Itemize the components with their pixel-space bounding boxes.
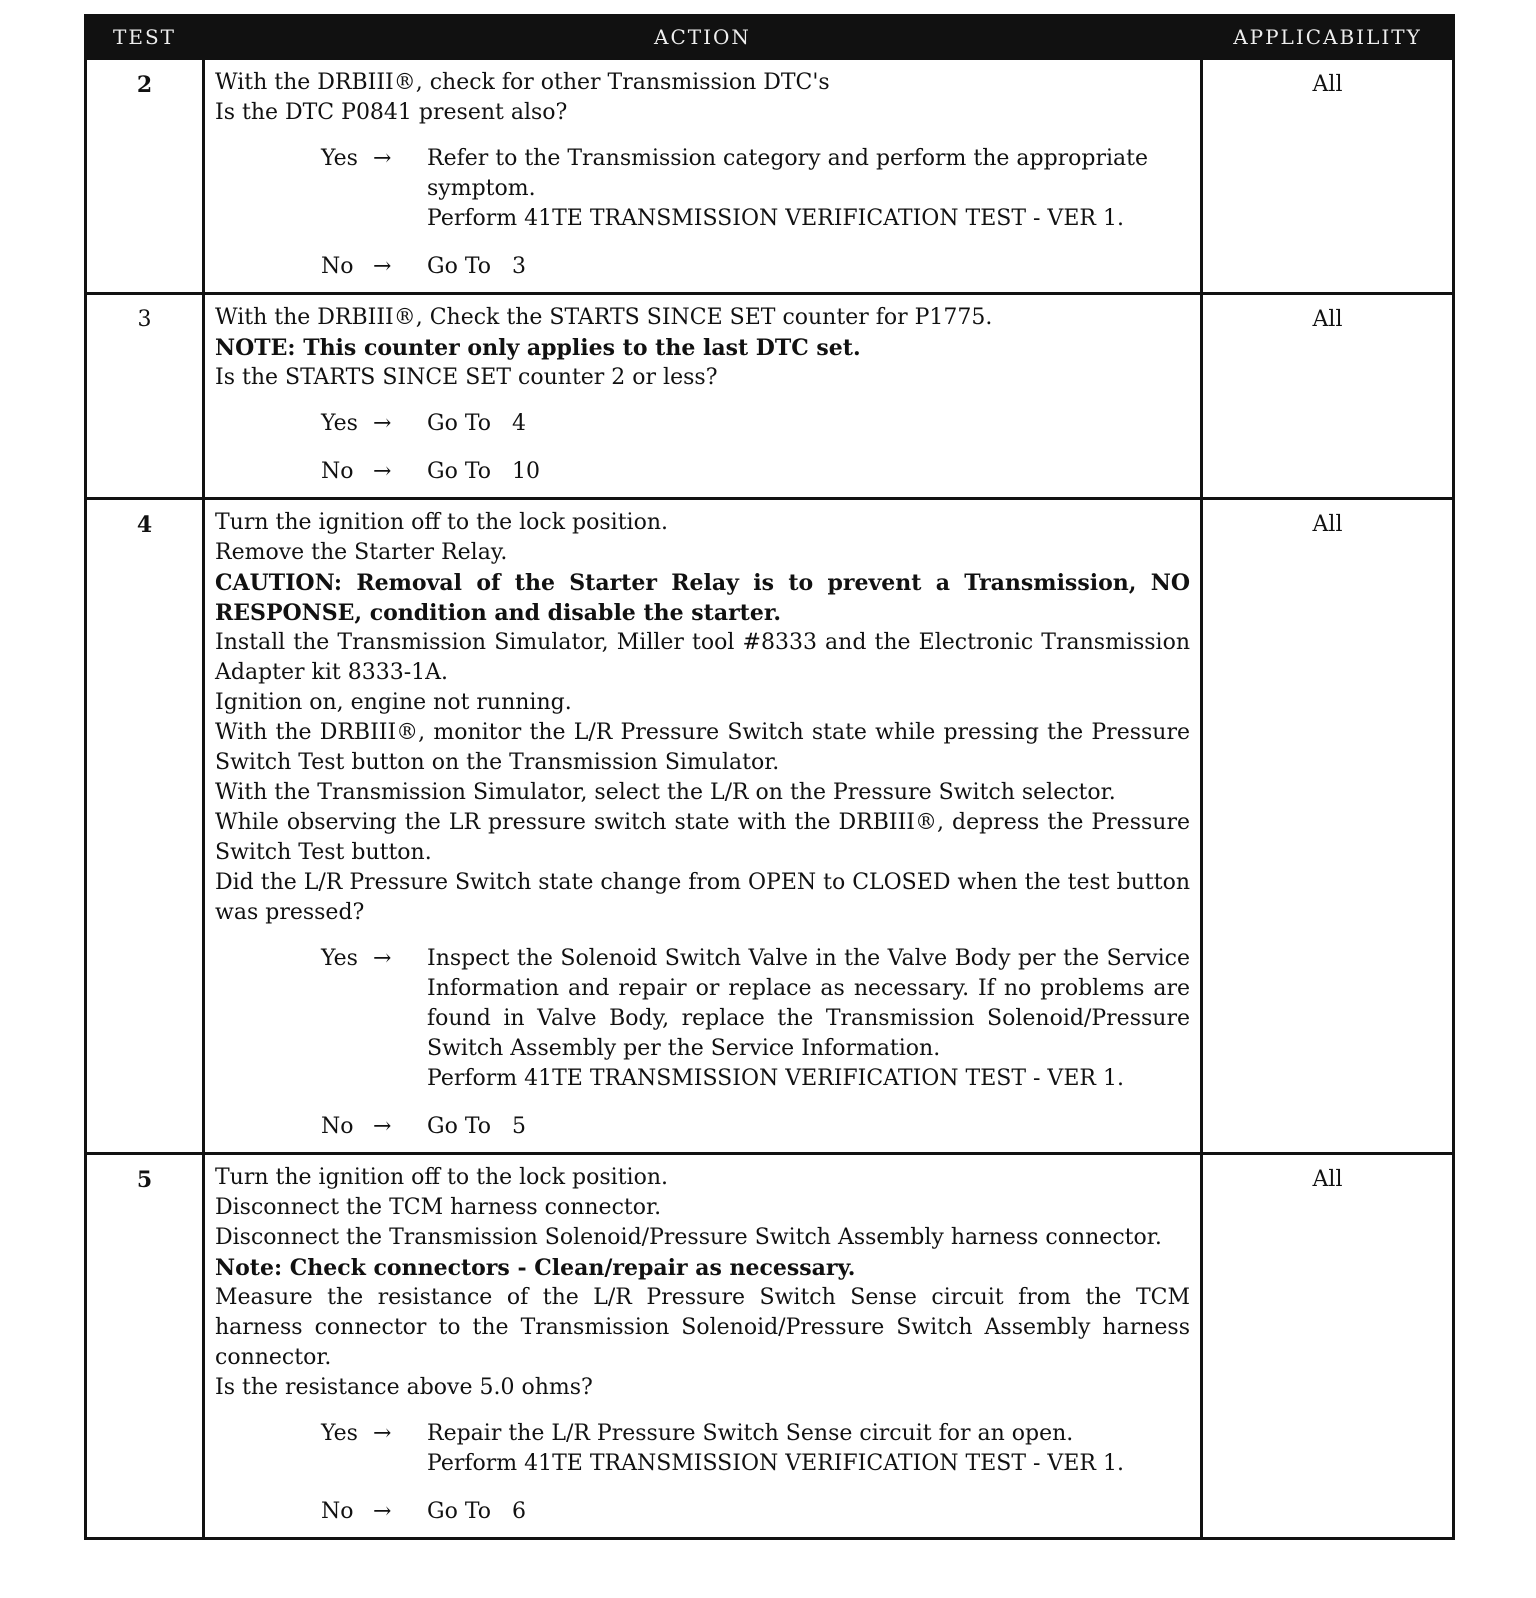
answer-no bbox=[321, 252, 1190, 282]
test-number: 2 bbox=[86, 59, 204, 294]
test-table bbox=[84, 14, 1455, 1540]
result-line: Perform 41TE TRANSMISSION VERIFICATION TEST - VER 1. bbox=[427, 1066, 1124, 1091]
header-action: ACTION bbox=[204, 16, 1202, 59]
answer-result bbox=[427, 944, 1190, 1094]
applicability-cell: All bbox=[1202, 499, 1454, 1154]
diagnostic-test-table bbox=[84, 14, 1452, 1540]
arrow-icon: → bbox=[373, 1421, 392, 1446]
arrow-icon: → bbox=[373, 1499, 392, 1524]
test-number: 5 bbox=[86, 1154, 204, 1539]
table-row bbox=[86, 1154, 1454, 1539]
table-header bbox=[86, 16, 1454, 59]
arrow-icon: → bbox=[373, 254, 392, 279]
header-test: TEST bbox=[86, 16, 204, 59]
action-cell bbox=[204, 59, 1202, 294]
action-question: Did the L/R Pressure Switch state change from OPEN to CLOSED when the test button was pressed? bbox=[215, 870, 1190, 925]
arrow-icon: → bbox=[373, 1114, 392, 1139]
caution-line: CAUTION: Removal of the Starter Relay is to prevent a Transmission, NO RESPONSE, condition and disable the starter. bbox=[215, 570, 1190, 626]
answer-label: No bbox=[321, 1114, 354, 1139]
answer-result bbox=[427, 1112, 1190, 1142]
test-number: 4 bbox=[86, 499, 204, 1154]
action-cell bbox=[204, 294, 1202, 499]
answer-label: Yes bbox=[321, 1421, 358, 1446]
action-line: Disconnect the Transmission Solenoid/Pressure Switch Assembly harness connector. bbox=[215, 1225, 1162, 1250]
applicability-cell: All bbox=[1202, 294, 1454, 499]
note-line: NOTE: This counter only applies to the last DTC set. bbox=[215, 335, 861, 361]
answer-yes bbox=[321, 144, 1190, 234]
answer-label: No bbox=[321, 459, 354, 484]
answer-result bbox=[427, 252, 1190, 282]
action-line: Turn the ignition off to the lock position. bbox=[215, 1165, 668, 1190]
answer-result bbox=[427, 144, 1190, 234]
action-line: Turn the ignition off to the lock position. bbox=[215, 510, 668, 535]
action-cell bbox=[204, 499, 1202, 1154]
answer-result bbox=[427, 409, 1190, 439]
action-question: Is the resistance above 5.0 ohms? bbox=[215, 1375, 593, 1400]
answer-label: No bbox=[321, 1499, 354, 1524]
arrow-icon: → bbox=[373, 146, 392, 171]
action-line: With the DRBIII®, Check the STARTS SINCE SET counter for P1775. bbox=[215, 305, 993, 330]
answer-no bbox=[321, 457, 1190, 487]
answer-yes bbox=[321, 409, 1190, 439]
action-line: Disconnect the TCM harness connector. bbox=[215, 1195, 662, 1220]
result-line: Refer to the Transmission category and perform the appropriate symptom. bbox=[427, 146, 1149, 201]
table-body bbox=[86, 59, 1454, 1539]
answer-label: Yes bbox=[321, 946, 358, 971]
action-cell bbox=[204, 1154, 1202, 1539]
action-line: Remove the Starter Relay. bbox=[215, 540, 508, 565]
result-line: Go To 4 bbox=[427, 411, 526, 436]
table-row bbox=[86, 294, 1454, 499]
action-line: Measure the resistance of the L/R Pressure Switch Sense circuit from the TCM harness connector to the Transmission Solenoid/Pressure Switch Assembly harness connector. bbox=[215, 1285, 1190, 1370]
header-applicability: APPLICABILITY bbox=[1202, 16, 1454, 59]
answer-yes bbox=[321, 1419, 1190, 1479]
arrow-icon: → bbox=[373, 459, 392, 484]
answer-result bbox=[427, 1497, 1190, 1527]
action-question: Is the STARTS SINCE SET counter 2 or less? bbox=[215, 365, 718, 390]
action-line: Ignition on, engine not running. bbox=[215, 690, 572, 715]
test-number: 3 bbox=[86, 294, 204, 499]
applicability-cell: All bbox=[1202, 59, 1454, 294]
answer-no bbox=[321, 1112, 1190, 1142]
note-line: Note: Check connectors - Clean/repair as necessary. bbox=[215, 1255, 856, 1281]
answer-yes bbox=[321, 944, 1190, 1094]
action-line: While observing the LR pressure switch state with the DRBIII®, depress the Pressure Switch Test button. bbox=[215, 810, 1190, 865]
arrow-icon: → bbox=[373, 411, 392, 436]
result-line: Go To 5 bbox=[427, 1114, 526, 1139]
answer-no bbox=[321, 1497, 1190, 1527]
table-row bbox=[86, 499, 1454, 1154]
result-line: Inspect the Solenoid Switch Valve in the Valve Body per the Service Information and repair or replace as necessary. If no problems are found in Valve Body, replace the Transmission Solenoid/Pressure Switch Assembly per the Service Information. bbox=[427, 946, 1190, 1061]
answer-label: Yes bbox=[321, 146, 358, 171]
answer-result bbox=[427, 457, 1190, 487]
action-line: Install the Transmission Simulator, Miller tool #8333 and the Electronic Transmission Adapter kit 8333-1A. bbox=[215, 630, 1190, 685]
applicability-cell: All bbox=[1202, 1154, 1454, 1539]
arrow-icon: → bbox=[373, 946, 392, 971]
result-line: Go To 3 bbox=[427, 254, 526, 279]
table-row bbox=[86, 59, 1454, 294]
result-line: Repair the L/R Pressure Switch Sense circuit for an open. bbox=[427, 1421, 1074, 1446]
result-line: Go To 10 bbox=[427, 459, 540, 484]
action-line: With the DRBIII®, monitor the L/R Pressure Switch state while pressing the Pressure Switch Test button on the Transmission Simulator. bbox=[215, 720, 1190, 775]
result-line: Go To 6 bbox=[427, 1499, 526, 1524]
answer-result bbox=[427, 1419, 1190, 1479]
answer-label: Yes bbox=[321, 411, 358, 436]
result-line: Perform 41TE TRANSMISSION VERIFICATION TEST - VER 1. bbox=[427, 1451, 1124, 1476]
action-question: Is the DTC P0841 present also? bbox=[215, 100, 568, 125]
action-line: With the Transmission Simulator, select the L/R on the Pressure Switch selector. bbox=[215, 780, 1116, 805]
action-line: With the DRBIII®, check for other Transmission DTC's bbox=[215, 70, 830, 95]
result-line: Perform 41TE TRANSMISSION VERIFICATION TEST - VER 1. bbox=[427, 206, 1124, 231]
answer-label: No bbox=[321, 254, 354, 279]
